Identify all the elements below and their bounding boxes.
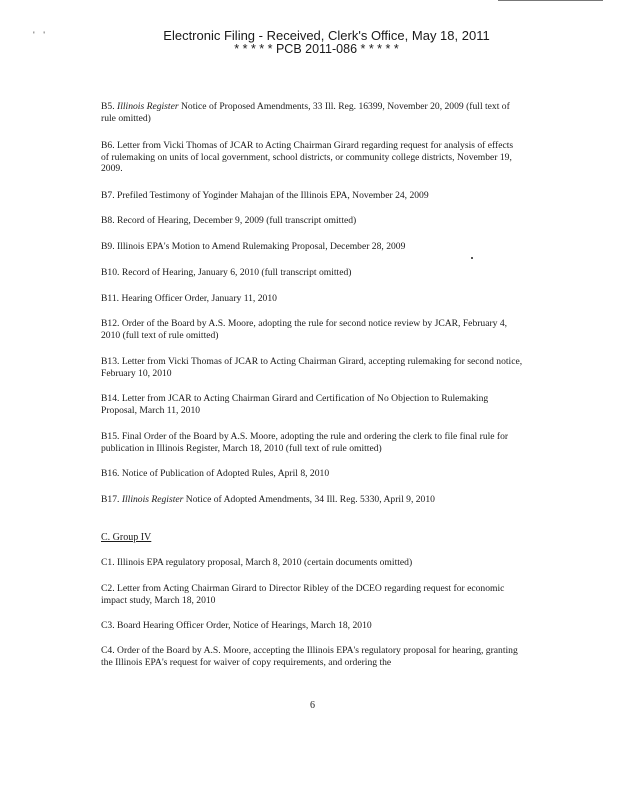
item-code: B14. [101,393,120,404]
item-code: B17. [101,494,120,505]
item-code: B11. [101,293,120,304]
list-item-c1 [101,557,523,569]
item-text: Letter from Vicki Thomas of JCAR to Acting Chairman Girard regarding request for analysis of effects of rulemaking on units of local government, school districts, or community college districts, November 19, 2009. [101,140,514,175]
list-item-b15 [101,431,523,454]
item-text: Order of the Board by A.S. Moore, accepting the Illinois EPA's regulatory proposal for hearing, granting the Illinois EPA's request for waiver of copy requirements, and ordering the [101,645,518,668]
item-text: Record of Hearing, January 6, 2010 (full transcript omitted) [121,267,352,278]
item-text: Letter from Acting Chairman Girard to Director Ribley of the DCEO regarding request for economic impact study, March 18, 2010 [101,583,505,606]
list-item-b7 [101,190,523,202]
item-code: B16. [101,468,120,479]
list-item-b6 [101,140,523,175]
filing-stamp-line-2: * * * * * PCB 2011-086 * * * * * [234,42,399,56]
item-text: Hearing Officer Order, January 11, 2010 [121,293,277,304]
item-italic: Illinois Register [121,494,184,505]
list-item-b14 [101,393,523,416]
list-item-b11 [101,293,523,305]
list-item-b9 [101,241,523,253]
item-code: C4. [101,645,115,656]
item-text: Final Order of the Board by A.S. Moore, adopting the rule and ordering the clerk to file final rule for publication in Illinois Register, March 18, 2010 (full text of rule omitted) [101,431,509,454]
item-text: Letter from Vicki Thomas of JCAR to Acting Chairman Girard, accepting rulemaking for second notice, February 10, 2010 [101,356,523,379]
item-code: B8. [101,215,115,226]
list-item-b8 [101,215,523,227]
item-text: Notice of Publication of Adopted Rules, April 8, 2010 [121,468,330,479]
scan-edge-line [498,0,603,1]
list-item-c4 [101,645,523,668]
list-item-b16 [101,468,523,480]
scan-corner-mark: ' ' [33,30,48,40]
item-text: Notice of Proposed Amendments, 33 Ill. Reg. 16399, November 20, 2009 (full text of rule omitted) [101,101,510,124]
item-text: Prefiled Testimony of Yoginder Mahajan of the Illinois EPA, November 24, 2009 [117,190,429,201]
item-code: B7. [101,190,115,201]
list-item-b10 [101,267,523,279]
list-item-b5 [101,101,523,124]
page-number: 6 [310,700,315,711]
list-item-b12 [101,318,523,341]
list-item-c3 [101,620,523,632]
item-text: Order of the Board by A.S. Moore, adopting the rule for second notice review by JCAR, February 4, 2010 (full text of rule omitted) [101,318,508,341]
item-code: C1. [101,557,115,568]
item-code: B5. [101,101,115,112]
item-code: B9. [101,241,115,252]
item-text: Notice of Adopted Amendments, 34 Ill. Reg. 5330, April 9, 2010 [185,494,435,505]
item-text: Letter from JCAR to Acting Chairman Girard and Certification of No Objection to Rulemaking Proposal, March 11, 2010 [101,393,489,416]
list-item-b17 [101,494,523,506]
item-code: B6. [101,140,115,151]
scan-speck [471,257,473,259]
item-code: C2. [101,583,115,594]
item-code: C3. [101,620,115,631]
item-text: Illinois EPA's Motion to Amend Rulemaking Proposal, December 28, 2009 [117,241,406,252]
item-text: Board Hearing Officer Order, Notice of Hearings, March 18, 2010 [117,620,372,631]
item-italic: Illinois Register [117,101,179,112]
item-code: B15. [101,431,120,442]
section-heading: C. Group IV [101,532,152,543]
item-code: B13. [101,356,120,367]
item-code: B10. [101,267,120,278]
list-item-b13 [101,356,523,379]
list-item-c2 [101,583,523,606]
filing-stamp-line-1: Electronic Filing - Received, Clerk's Office, May 18, 2011 [163,28,490,43]
item-text: Illinois EPA regulatory proposal, March 8, 2010 (certain documents omitted) [117,557,413,568]
item-text: Record of Hearing, December 9, 2009 (full transcript omitted) [117,215,357,226]
item-code: B12. [101,318,120,329]
